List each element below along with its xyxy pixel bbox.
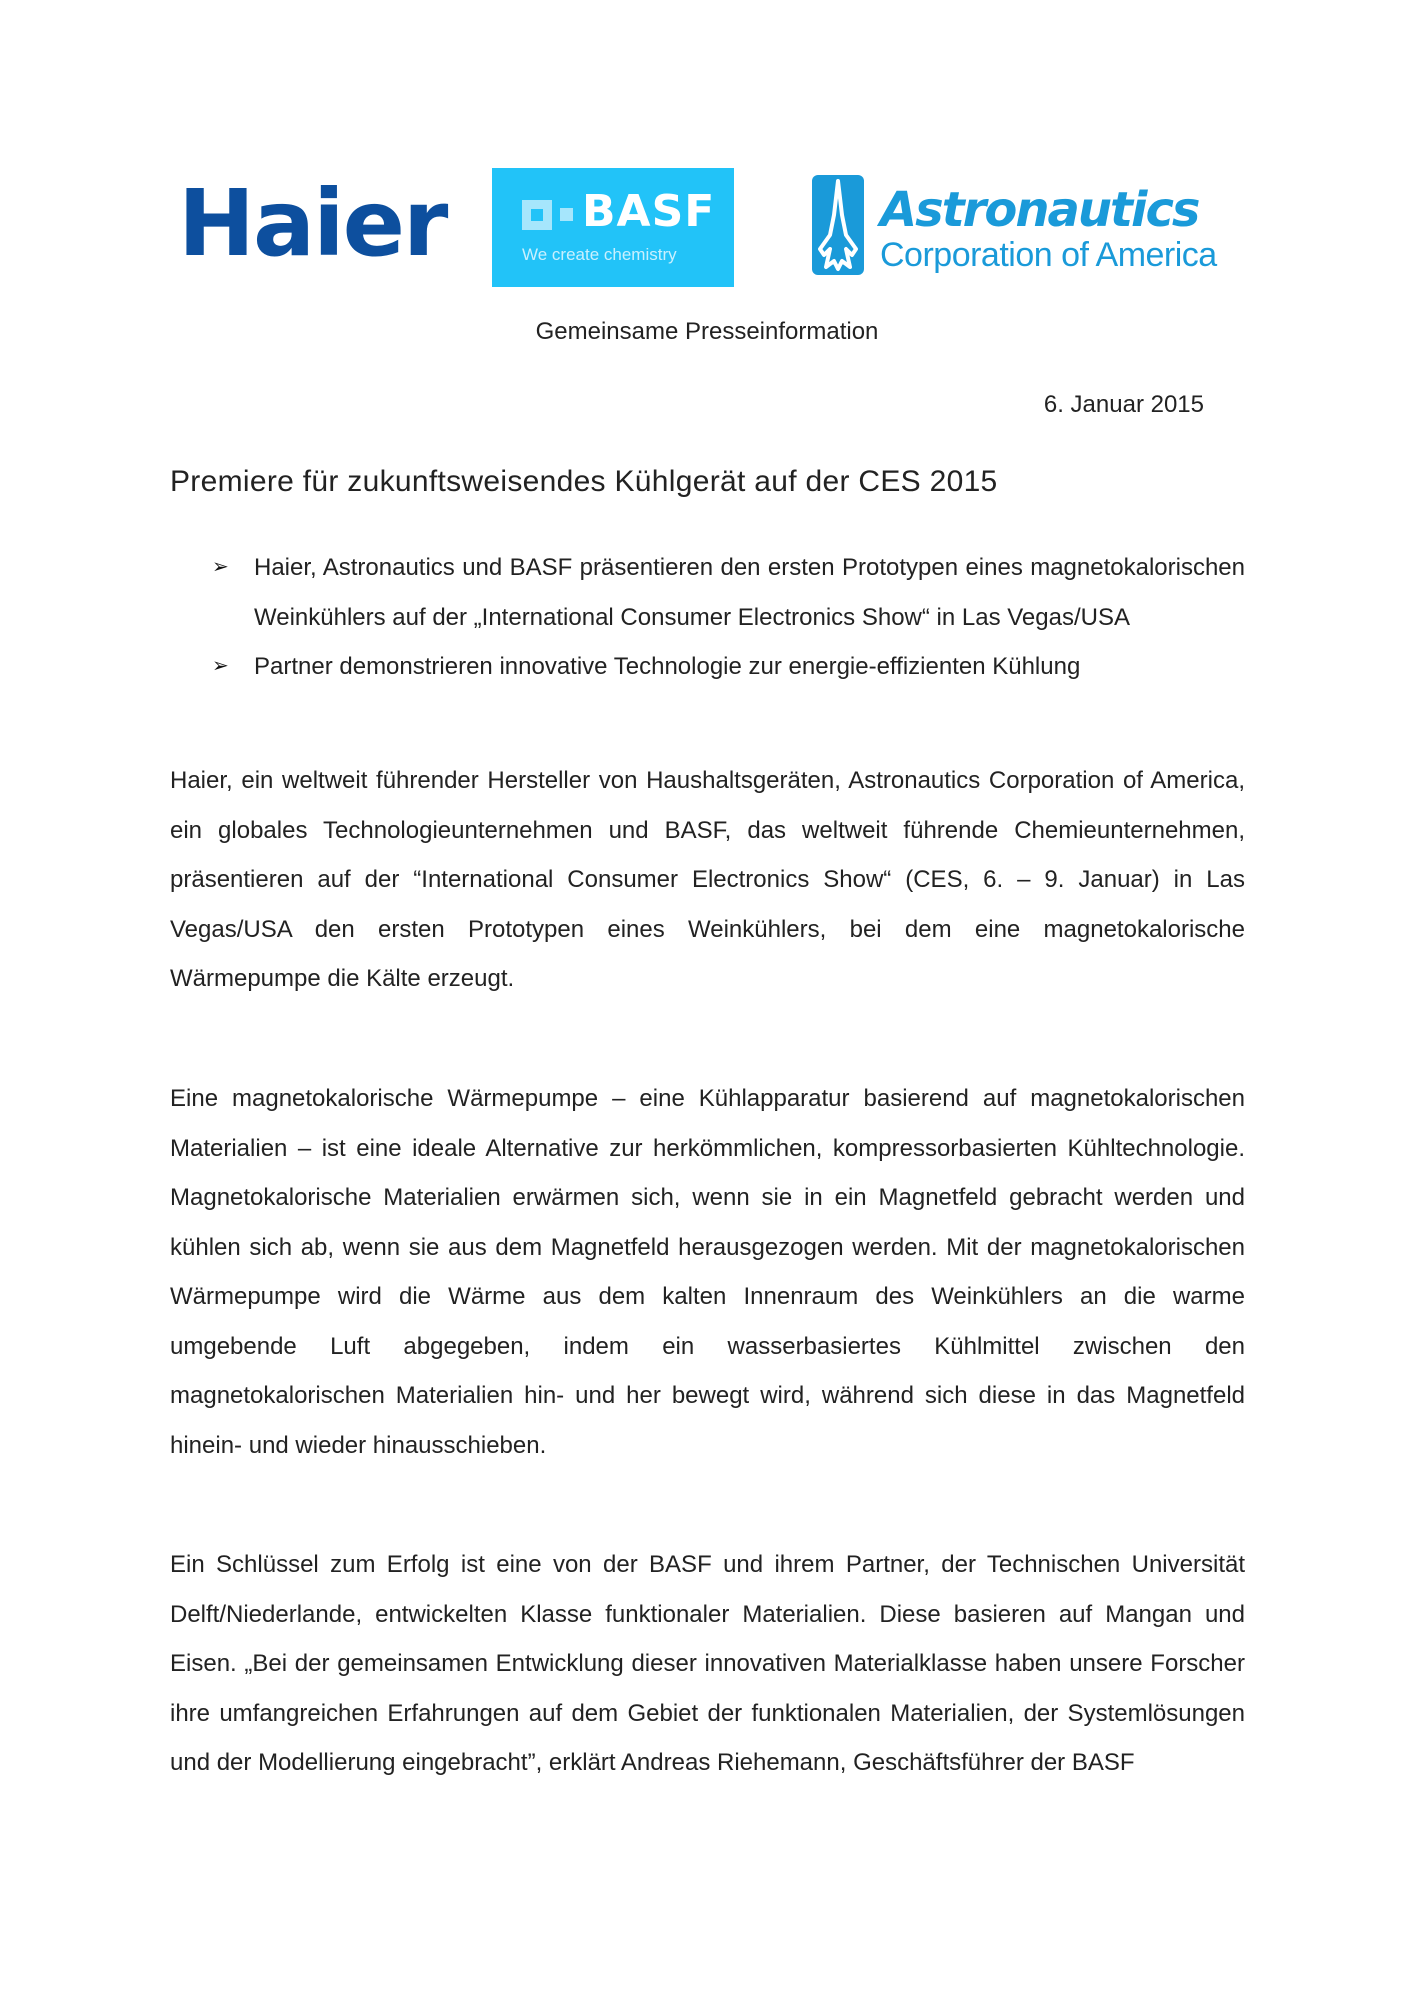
astronautics-logo [808,172,1248,282]
summary-bullets [212,543,1245,692]
tower-icon [812,175,864,275]
haier-logo: Haier [178,170,447,277]
basf-logo [492,168,734,287]
astronautics-wordmark: Astronautics [880,182,1199,238]
basf-small-square-icon [560,208,573,221]
release-date: 6. Januar 2015 [1043,391,1204,418]
bullet-item [212,543,1245,642]
bullet-text: Haier, Astronautics und BASF präsentieren den ersten Prototypen eines magnetokalorischen Weinkühlers auf der „International Consumer Electronics Show“ in Las Vegas/USA [254,554,1245,631]
basf-wordmark: BASF [582,186,716,237]
arrow-bullet-icon: ➢ [212,655,229,677]
basf-tagline: We create chemistry [522,245,677,264]
body-paragraph: Eine magnetokalorische Wärmepumpe – eine Kühlapparatur basierend auf magnetokalorischen Materialien – ist eine ideale Alternative zur herkömmlichen, kompressorbasierten Kühltechnologie. Magnetokalorische Materialien erwärmen sich, wenn sie in ein Magnetfeld gebracht werden und kühlen sich ab, wenn sie aus dem Magnetfeld herausgezogen werden. Mit der magnetokalorischen Wärmepumpe wird die Wärme aus dem kalten Innenraum des Weinkühlers an die warme umgebende Luft abgegeben, indem ein wasserbasiertes Kühlmittel zwischen den magnetokalorischen Materialien hin- und her bewegt wird, während sich diese in das Magnetfeld hinein- und wieder hinausschieben. [170,1085,1245,1459]
press-release-label: Gemeinsame Presseinformation [535,318,879,345]
arrow-bullet-icon: ➢ [212,556,229,578]
basf-square-icon [522,200,552,230]
bullet-text: Partner demonstrieren innovative Technologie zur energie-effizienten Kühlung [254,653,1081,680]
bullet-item [212,642,1245,692]
astronautics-subtitle: Corporation of America [880,236,1217,274]
body-paragraph: Ein Schlüssel zum Erfolg ist eine von der BASF und ihrem Partner, der Technischen Universität Delft/Niederlande, entwickelten Klasse funktionaler Materialien. Diese basieren auf Mangan und Eisen. „Bei der gemeinsamen Entwicklung dieser innovativen Materialklasse haben unsere Forscher ihre umfangreichen Erfahrungen auf dem Gebiet der funktionalen Materialien, der Systemlösungen und der Modellierung eingebracht”, erklärt Andreas Riehemann, Geschäftsführer der BASF [170,1551,1245,1776]
document-title: Premiere für zukunftsweisendes Kühlgerät auf der CES 2015 [170,465,998,498]
body-paragraph: Haier, ein weltweit führender Hersteller von Haushaltsgeräten, Astronautics Corporation of America, ein globales Technologieunternehmen und BASF, das weltweit führende Chemieunternehmen, präsentieren auf der “International Consumer Electronics Show“ (CES, 6. – 9. Januar) in Las Vegas/USA den ersten Prototypen eines Weinkühlers, bei dem eine magnetokalorische Wärmepumpe die Kälte erzeugt. [170,767,1245,992]
